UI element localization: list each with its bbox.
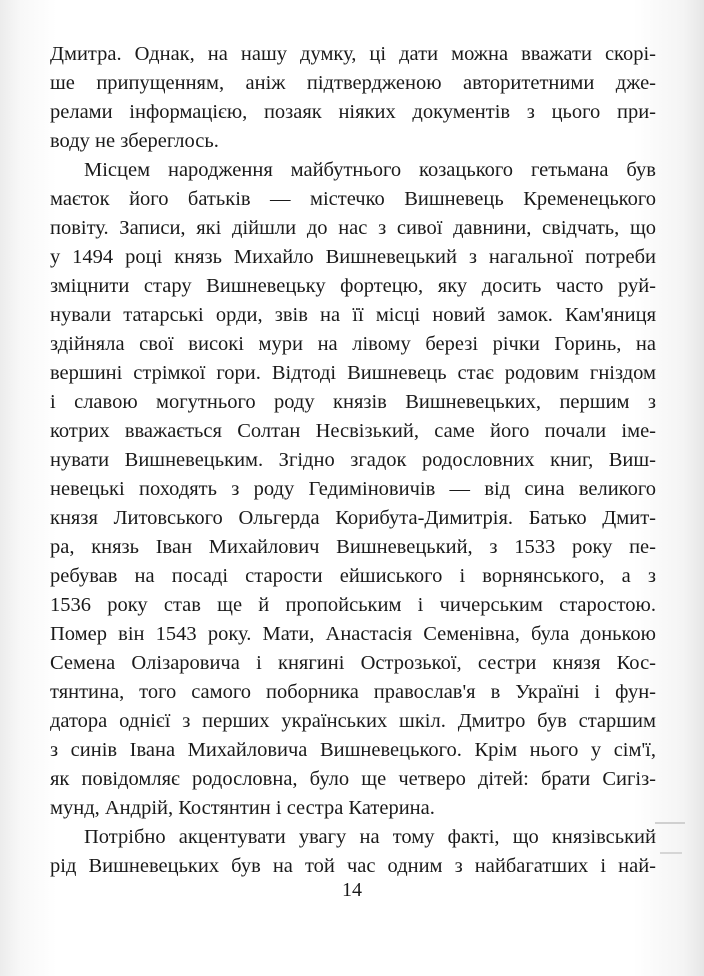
text-line: у 1494 році князь Михайло Вишневецький з нагальної потреби [50, 246, 656, 268]
text-line: тянтина, того самого поборника православ'я в Україні і фун- [50, 681, 656, 703]
text-line: як повідомляє родословна, було ще четверо дітей: брати Сигіз- [50, 768, 656, 790]
text-line: рід Вишневецьких був на той час одним з найбагатших і най- [50, 855, 656, 877]
text-line: і славою могутнього роду князів Вишневецьких, першим з [50, 391, 656, 413]
body-text [50, 40, 656, 881]
text-line: повіту. Записи, які дійшли до нас з сивої давнини, свідчать, що [50, 217, 656, 239]
text-line: Місцем народження майбутнього козацького гетьмана був [84, 159, 656, 181]
scan-artifact [660, 852, 682, 854]
text-line: маєток його батьків — містечко Вишневець Кременецького [50, 188, 656, 210]
text-line: Помер він 1543 року. Мати, Анастасія Семенівна, була донькою [50, 623, 656, 645]
text-line: датора однієї з перших українських шкіл. Дмитро був старшим [50, 710, 656, 732]
text-line: мунд, Андрій, Костянтин і сестра Катерина. [50, 797, 435, 819]
text-line: невецькі походять з роду Гедиміновичів — від сина великого [50, 478, 656, 500]
text-line: зміцнити стару Вишневецьку фортецю, яку досить часто руй- [50, 275, 656, 297]
text-line: воду не збереглось. [50, 130, 219, 152]
text-line: Потрібно акцентувати увагу на тому факті, що князівський [84, 826, 656, 848]
text-line: нували татарські орди, звів на її місці новий замок. Кам'яниця [50, 304, 656, 326]
scan-artifact [655, 822, 685, 824]
text-line: ше припущенням, аніж підтвердженою авторитетними дже- [50, 72, 656, 94]
page-number: 14 [342, 879, 362, 901]
paragraph-3 [50, 823, 656, 881]
text-line: ребував на посаді старости ейшиського і ворнянського, а з [50, 565, 656, 587]
text-line: нувати Вишневецьким. Згідно згадок родословних книг, Виш- [50, 449, 656, 471]
text-line: з синів Івана Михайловича Вишневецького. Крім нього у сім'ї, [50, 739, 656, 761]
paragraph-2 [50, 156, 656, 823]
paragraph-1 [50, 40, 656, 156]
text-line: релами інформацією, позаяк ніяких документів з цього при- [50, 101, 656, 123]
text-line: князя Литовського Ольгерда Корибута-Димитрія. Батько Дмит- [50, 507, 656, 529]
text-line: котрих вважається Солтан Несвізький, саме його почали іме- [50, 420, 656, 442]
text-line: Дмитра. Однак, на нашу думку, ці дати можна вважати скорі- [50, 43, 656, 65]
text-line: 1536 року став ще й пропойським і чичерським старостою. [50, 594, 656, 616]
text-line: вершині стрімкої гори. Відтоді Вишневець стає родовим гніздом [50, 362, 656, 384]
text-line: Семена Олізаровича і княгині Острозької, сестри князя Кос- [50, 652, 656, 674]
text-line: здійняла свої високі мури на лівому березі річки Горинь, на [50, 333, 656, 355]
text-line: ра, князь Іван Михайлович Вишневецький, з 1533 року пе- [50, 536, 656, 558]
